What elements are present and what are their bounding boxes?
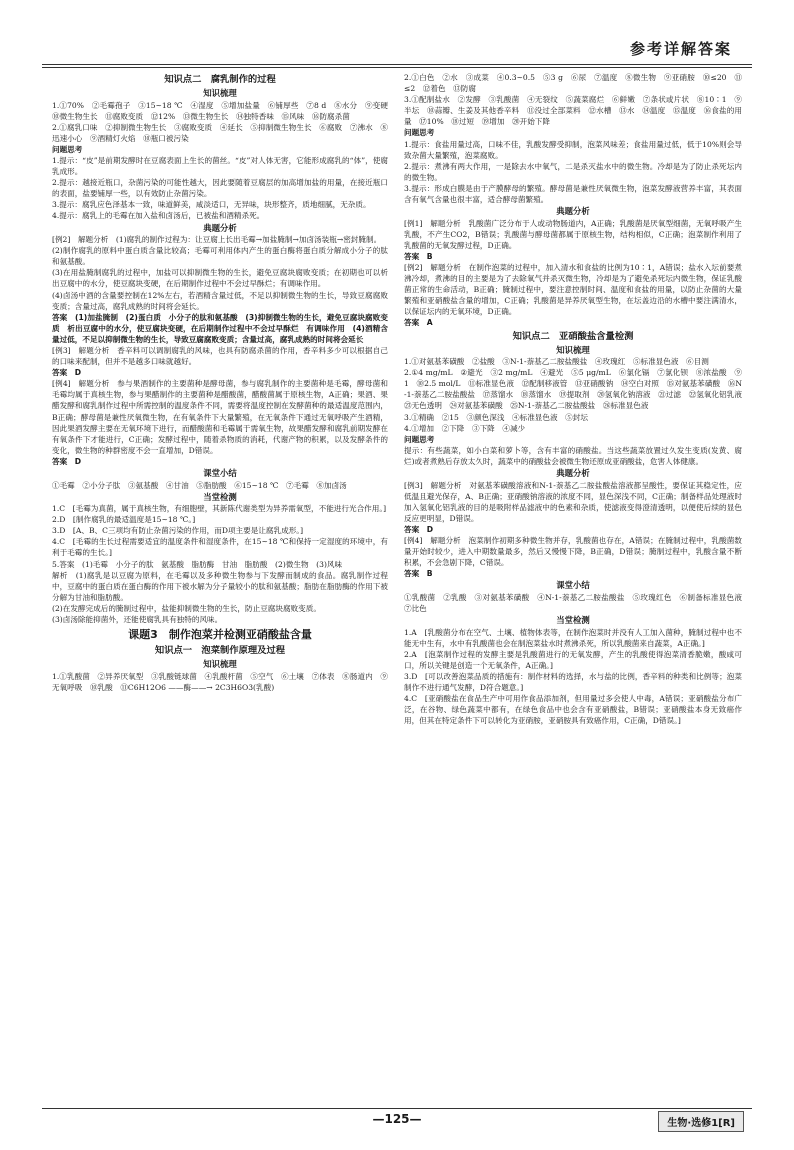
paragraph: (3)在用盐腌制腐乳的过程中，加盐可以抑制微生物的生长，避免豆腐块腐败变质；在初期也可以析出豆腐中的水分，使豆腐块变硬，在后期制作过程中不会过早酥烂；有调味作用。 (52, 268, 388, 289)
left-column (52, 72, 396, 1100)
paragraph: ①毛霉 ②小分子肽 ③氨基酸 ④甘油 ⑤脂肪酸 ⑥15~18 ℃ ⑦毛霉 ⑧加卤汤 (52, 480, 347, 490)
paragraph: (3)卤汤除能抑菌外，还能使腐乳具有独特的风味。 (52, 615, 223, 625)
subsection-title: 知识梳理 (556, 344, 590, 355)
answer-line: 答案 A (404, 318, 433, 328)
paragraph: 2.①4 mg/mL ②避光 ③2 mg/mL ④避光 ⑤5 μg/mL ⑥氯化镉 ⑦氯化钡 ⑧浓盐酸 ⑨1 ⑩2.5 mol/L ⑪标准显色液 ⑫配制移液管 ⑬亚硝酸钠 ⑭空白对照 ⑮对氨基苯磺酸 ⑯N-1-萘基乙二胺盐酸盐 ⑰蒸馏水 ⑱蒸馏水 ⑲提取剂 ⑳氢氧化钠溶液 ㉑过滤 ㉒氢氧化铝乳液 ㉓无色透明 ㉔对氨基苯磺酸 ㉕N-1-萘基乙二胺盐酸盐 ㉖标准显色液 (404, 368, 750, 411)
paragraph: 3.D [A、B、C三项均有防止杂菌污染的作用，而D项主要是让腐乳成形。] (52, 526, 304, 536)
section-title: 知识点二 亚硝酸盐含量检测 (512, 330, 634, 342)
page-number: —125— (372, 1112, 422, 1126)
question-heading: 问题思考 (52, 144, 83, 154)
subsection-title: 典题分析 (203, 222, 237, 233)
lesson-title: 课题3 制作泡菜并检测亚硝酸盐含量 (128, 628, 312, 642)
hint-paragraph: 4.提示：腐乳上的毛霉在加入盐和卤汤后，已被盐和酒精杀死。 (52, 211, 265, 221)
hint-paragraph: 2.提示：煮沸有两大作用，一是除去水中氧气，二是杀灭盐水中的微生物。冷却是为了防止杀死坛内的微生物。 (404, 161, 742, 182)
paragraph: 4.C [亚硝酸盐在食品生产中可用作食品添加剂，但用量过多会使人中毒，A错误；亚硝酸盐分布广泛，在谷物、绿色蔬菜中都有，在绿色食品中也会含有亚硝酸盐，B错误；亚硝酸盐本身无致癌作用，但其在特定条件下可以转化为亚硝胺，亚硝胺具有致癌作用，C正确，D错误。] (404, 694, 742, 726)
paragraph: 1.C [毛霉为真菌，属于真核生物，有细胞壁，其新陈代谢类型为异养需氧型，不能进行光合作用。] (52, 504, 387, 514)
header-rule-thin (42, 67, 752, 68)
example-analysis: [例4] 解题分析 泡菜制作初期多种微生物并存，乳酸菌也存在，A错误；在腌制过程中，乳酸菌数量开始时较少，进入中期数量最多，然后又慢慢下降，B正确，D错误；腌制过程中，乳酸含量不断积累，不会急剧下降，C错误。 (404, 535, 742, 568)
paragraph: 3.①精确 ②15 ③颜色深浅 ④标准显色液 ⑤封坛 (404, 412, 588, 422)
paragraph: 4.C [毛霉的生长过程需要适宜的温度条件和湿度条件，在15~18 ℃和保持一定湿度的环境中，有利于毛霉的生长。] (52, 537, 388, 558)
paragraph: ①乳酸菌 ②乳酸 ③对氨基苯磺酸 ④N-1-萘基乙二胺盐酸盐 ⑤玫瑰红色 ⑥制备标准显色液 ⑦比色 (404, 592, 750, 613)
header-title: 参考详解答案 (629, 40, 732, 58)
paragraph: (2)在发酵完成后的腌制过程中，盐能抑制微生物的生长，防止豆腐块腐败变质。 (52, 603, 321, 613)
example-analysis: [例2] 解题分析 在制作泡菜的过程中，加入清水和食盐的比例为10∶1，A错误；盐水入坛前要煮沸冷却，煮沸的目的主要是为了去除氧气并杀灭微生物，冷却是为了避免杀死坛内微生物，保证乳酸菌正常的生命活动，B正确；腌制过程中，要注意控制时间、温度和食盐的用量，以防止杂菌的大量繁殖和亚硝酸盐含量的增加，C正确；乳酸菌是异养厌氧型生物，在坛盖边沿的水槽中要注满清水，以保证坛内的无氧环境，D正确。 (404, 263, 742, 317)
answer-line: 答案 D (404, 524, 434, 534)
subsection-title: 知识梳理 (203, 659, 237, 670)
subject-badge: 生物·选修1[R] (658, 1111, 744, 1132)
paragraph: 1.①对氨基苯磺酸 ②盐酸 ③N-1-萘基乙二胺盐酸盐 ④玫瑰红 ⑤标准显色液 ⑥目测 (404, 357, 709, 367)
answer-line: 答案 D (52, 456, 82, 466)
question-heading: 问题思考 (404, 434, 435, 444)
question-heading: 问题思考 (404, 128, 435, 138)
answer-line: 答案 (1)加盐腌制 (2)蛋白质 小分子的肽和氨基酸 (3)抑制微生物的生长，避免豆腐块腐败变质 析出豆腐中的水分，使豆腐块变硬，在后期制作过程中不会过早酥烂 有调味作用 (4)酒精含量过低，不足以抑制微生物的生长，导致豆腐腐败变质；含量过高，腐乳成熟的时间将会延长 (52, 312, 388, 344)
header-rule (42, 64, 752, 65)
example-analysis: [例3] 解题分析 对氨基苯磺酸溶液和N-1-萘基乙二胺盐酸盐溶液都呈酸性，要保证其稳定性，应低温且避光保存，A、B正确；亚硝酸钠溶液的浓度不同，显色深浅不同，C正确；制备样品处理液时加入氢氧化铝乳液的目的是吸附样品滤液中的色素和杂质，使滤液变得澄清透明，以便使后续的显色反应更明显，D错误。 (404, 480, 742, 523)
paragraph: 2.A [泡菜制作过程的发酵主要是乳酸菌进行的无氧发酵，产生的乳酸使得泡菜清香脆嫩，酸咸可口，所以关键是创造一个无氧条件，A正确。] (404, 649, 742, 670)
hint-paragraph: 1.提示：“皮”是前期发酵时在豆腐表面上生长的菌丝。“皮”对人体无害，它能形成腐乳的“体”，使腐乳成形。 (52, 155, 388, 177)
paragraph: 解析 (1)腐乳是以豆腐为原料，在毛霉以及多种微生物参与下发酵而制成的食品。腐乳制作过程中，豆腐中的蛋白质在蛋白酶的作用下被水解为分子量较小的肽和氨基酸；脂肪在脂肪酶的作用下被分解为甘油和脂肪酸。 (52, 570, 388, 602)
paragraph: 1.①70% ②毛霉孢子 ③15~18 ℃ ④湿度 ⑤增加盐量 ⑥铺厚些 ⑦8 d ⑧水分 ⑨变硬 ⑩微生物生长 ⑪腐败变质 ⑫12% ⑬微生物生长 ⑭独特香味 ⑮风味 ⑯防腐杀菌 (52, 100, 396, 121)
subsection-title: 典题分析 (556, 468, 590, 478)
example-analysis: [例2] 解题分析 (1)腐乳的制作过程为：让豆腐上长出毛霉→加盐腌制→加卤汤装瓶→密封腌制。 (52, 235, 382, 245)
subsection-title: 知识梳理 (203, 88, 237, 98)
example-analysis: [例1] 解题分析 乳酸菌广泛分布于人或动物肠道内，A正确；乳酸菌是厌氧型细菌，无氧呼吸产生乳酸，不产生CO2，B错误；乳酸菌与酵母菌都属于原核生物，结构相似，C正确；泡菜制作利用了乳酸菌的无氧发酵过程，D正确。 (404, 218, 742, 250)
paragraph: 3.D [可以改善泡菜品质的措施有：制作材料的选择，水与盐的比例，香辛料的种类和比例等；泡菜制作不进行通气发酵，D符合题意。] (404, 671, 742, 692)
paragraph: 5.答案 (1)毛霉 小分子的肽 氨基酸 脂肪酶 甘油 脂肪酸 (2)微生物 (3)风味 (52, 559, 343, 569)
answer-line: 答案 D (52, 368, 82, 378)
example-analysis: [例3] 解题分析 香辛料可以调制腐乳的风味，也具有防腐杀菌的作用，香辛料多少可以根据自己的口味来配制，但并不是越多口味就越好。 (52, 345, 388, 367)
paragraph: 2.①白色 ②水 ③成菜 ④0.3~0.5 ⑤3 g ⑥尿 ⑦温度 ⑧微生物 ⑨亚硝胺 ⑩≤20 ⑪≤2 ⑫着色 ⑬防腐 (404, 73, 742, 94)
example-analysis: [例4] 解题分析 参与果酒制作的主要菌种是酵母菌，参与腐乳制作的主要菌种是毛霉，酵母菌和毛霉均属于真核生物，参与果醋制作的主要菌种是醋酸菌，醋酸菌属于原核生物，A正确；果酒、果醋发酵和腐乳制作过程中所需控制的温度条件不同，需要将温度控制在发酵菌种的最适温度范围内，B正确；酵母菌是兼性厌氧微生物，在有氧条件下大量繁殖，在无氧条件下通过无氧呼吸产生酒精，因此果酒发酵主要在无氧环境下进行，而醋酸菌和毛霉属于需氧生物，故果醋发酵和腐乳前期发酵在有氧条件下才能进行，C正确；发酵过程中，随着杀物质的消耗，代谢产物的积累，以及发酵条件的变化，微生物的种群密度不会一直增加，D错误。 (52, 379, 388, 455)
section-title: 知识点二 腐乳制作的过程 (164, 74, 276, 85)
hint-paragraph: 2.提示：越接近瓶口，杂菌污染的可能性越大，因此要随着豆腐层的加高增加盐的用量，在接近瓶口的表面，盐要铺厚一些，以有效防止杂菌污染。 (52, 178, 388, 199)
subsection-title: 课堂小结 (556, 580, 590, 591)
subsection-title: 典题分析 (556, 206, 590, 217)
paragraph: 2.①腐乳口味 ②抑制微生物生长 ③腐败变质 ④延长 ⑤抑制微生物生长 ⑥腐败 ⑦沸水 ⑧迅速小心 ⑨酒精灯火焰 ⑩瓶口被污染 (52, 122, 388, 143)
answer-line: 答案 B (404, 569, 433, 579)
paragraph: 3.①配制盐水 ②发酵 ③乳酸菌 ④无裂纹 ⑤蔬菜腐烂 ⑥鲜嫩 ⑦条状或片状 ⑧10∶1 ⑨半坛 ⑩蒜瓣、生姜及其他香辛料 ⑪没过全部菜料 ⑫水槽 ⑬水 ⑭温度 ⑮温度 ⑯食盐的用量 ⑰10% ⑱过短 ⑲增加 ⑳开始下降 (404, 95, 742, 127)
paragraph: (4)卤汤中酒的含量要控制在12%左右，若酒精含量过低，不足以抑制微生物的生长，导致豆腐腐败变质；含量过高，腐乳成熟的时间将会延长。 (52, 290, 388, 311)
paragraph: 1.A [乳酸菌分布在空气、土壤、植物体表等，在制作泡菜时并没有人工加入菌种，腌制过程中也不能无中生有，水中有乳酸菌也会在制泡菜盐水时煮沸杀死，所以乳酸菌来自蔬菜，A正确。] (404, 627, 742, 648)
section-title: 知识点一 泡菜制作原理及过程 (154, 645, 286, 657)
hint-paragraph: 提示：有些蔬菜，如小白菜和萝卜等，含有丰富的硝酸盐。当这些蔬菜放置过久发生变质(发黄、腐烂)或者煮熟后存放太久时，蔬菜中的硝酸盐会被微生物还原成亚硝酸盐，危害人体健康。 (404, 445, 742, 466)
subsection-title: 课堂小结 (203, 468, 237, 478)
subsection-title: 当堂检测 (203, 491, 237, 502)
paragraph: 1.①乳酸菌 ②异养厌氧型 ③乳酸链球菌 ④乳酸杆菌 ⑤空气 ⑥土壤 ⑦体表 ⑧肠道内 ⑨无氧呼吸 ⑩乳酸 ⑪C6H12O6 ——酶——→ 2C3H6O3(乳酸) (52, 671, 388, 692)
paragraph: 4.①增加 ②下降 ③下降 ④减少 (404, 423, 526, 433)
hint-paragraph: 1.提示：食盐用量过高，口味不佳，乳酸发酵受抑制，泡菜风味差；食盐用量过低，低于10%则会导致杂菌大量繁殖，泡菜腐败。 (404, 139, 742, 160)
paragraph: 2.D [制作腐乳的最适温度是15~18 ℃。] (52, 515, 196, 525)
hint-paragraph: 3.提示：形成白膜是由于产膜酵母的繁殖。酵母菌是兼性厌氧微生物，泡菜发酵液营养丰富，其表面含有氧气含量也很丰富，适合酵母菌繁殖。 (404, 183, 742, 205)
footer-rule (42, 1108, 752, 1109)
right-column (404, 72, 750, 1100)
hint-paragraph: 3.提示：腐乳应色泽基本一致，味道鲜美，咸淡适口，无异味，块形整齐，质地细腻，无杂质。 (52, 200, 371, 210)
answer-line: 答案 B (404, 251, 433, 261)
subsection-title: 当堂检测 (556, 615, 590, 626)
paragraph: (2)制作腐乳的原料中蛋白质含量比较高；毛霉可利用体内产生的蛋白酶将蛋白质分解成小分子的肽和氨基酸。 (52, 246, 388, 267)
